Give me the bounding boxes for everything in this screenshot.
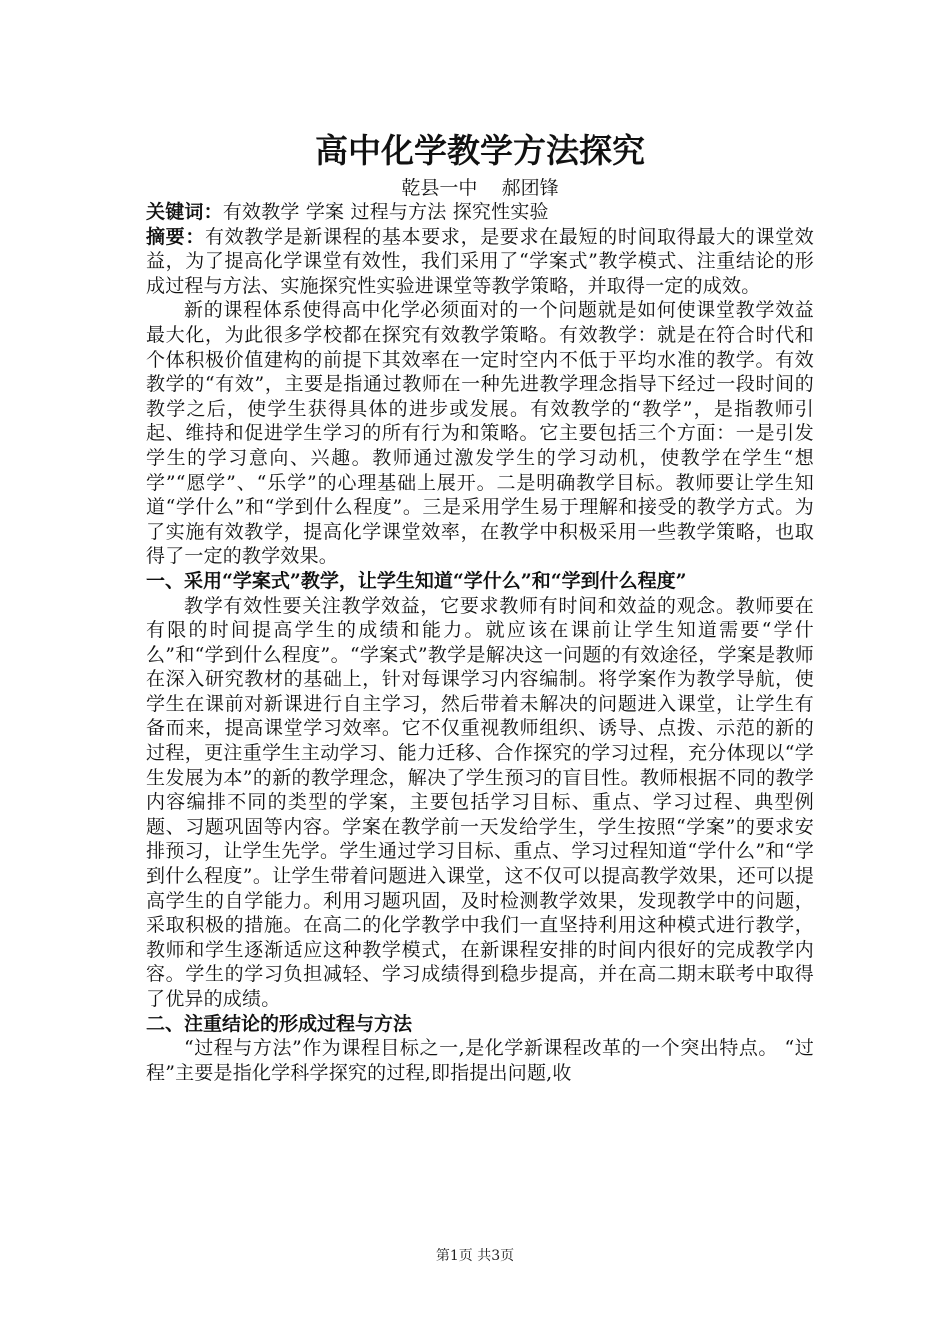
abstract-text: 有效教学是新课程的基本要求，是要求在最短的时间取得最大的课堂效益，为了提高化学课堂有效性，我们采用了“学案式”教学模式、注重结论的形成过程与方法、实施探究性实验进课堂等教学策略，并取得一定的成效。 — [146, 225, 814, 297]
section2-paragraph: “过程与方法”作为课程目标之一,是化学新课程改革的一个突出特点。 “过程”主要是指化学科学探究的过程,即指提出问题,收 — [146, 1037, 814, 1084]
intro-paragraph: 新的课程体系使得高中化学必须面对的一个问题就是如何使课堂教学效益最大化，为此很多学校都在探究有效教学策略。有效教学：就是在符合时代和个体积极价值建构的前提下其效率在一定时空内不低于平均水准的教学。有效教学的“有效”，主要是指通过教师在一种先进教学理念指导下经过一段时间的教学之后，使学生获得具体的进步或发展。有效教学的“教学”，是指教师引起、维持和促进学生学习的所有行为和策略。它主要包括三个方面：一是引发学生的学习意向、兴趣。教师通过激发学生的学习动机，使教学在学生“想学”“愿学”、“乐学”的心理基础上展开。二是明确教学目标。教师要让学生知道“学什么”和“学到什么程度”。三是采用学生易于理解和接受的教学方式。为了实施有效教学，提高化学课堂效率，在教学中积极采用一些教学策略，也取得了一定的教学效果。 — [146, 299, 814, 568]
section1-heading: 一、采用“学案式”教学，让学生知道“学什么”和“学到什么程度” — [146, 569, 687, 592]
keywords-label: 关键词： — [146, 201, 223, 223]
document-page — [146, 128, 814, 1085]
abstract-paragraph — [146, 225, 814, 299]
keywords-text: 有效教学 学案 过程与方法 探究性实验 — [222, 201, 549, 223]
section1-paragraph: 教学有效性要关注教学效益，它要求教师有时间和效益的观念。教师要在有限的时间提高学生的成绩和能力。就应该在课前让学生知道需要“学什么”和“学到什么程度”。“学案式”教学是解决这一问题的有效途径，学案是教师在深入研究教材的基础上，针对每课学习内容编制。将学案作为教学导航，使学生在课前对新课进行自主学习，然后带着未解决的问题进入课堂，让学生有备而来，提高课堂学习效率。它不仅重视教师组织、诱导、点拨、示范的新的过程，更注重学生主动学习、能力迁移、合作探究的学习过程，充分体现以“学生发展为本”的新的教学理念，解决了学生预习的盲目性。教师根据不同的教学内容编排不同的类型的学案，主要包括学习目标、重点、学习过程、典型例题、习题巩固等内容。学案在教学前一天发给学生，学生按照“学案”的要求安排预习，让学生先学。学生通过学习目标、重点、学习过程知道“学什么”和“学到什么程度”。让学生带着问题进入课堂，这不仅可以提高教学效果，还可以提高学生的自学能力。利用习题巩固，及时检测教学效果，发现教学中的问题，采取积极的措施。在高二的化学教学中我们一直坚持利用这种模式进行教学，教师和学生逐渐适应这种教学模式，在新课程安排的时间内很好的完成教学内容。学生的学习负担减轻、学习成绩得到稳步提高，并在高二期末联考中取得了优异的成绩。 — [146, 594, 814, 1010]
document-title: 高中化学教学方法探究 — [315, 131, 645, 170]
author-line: 乾县一中 郝团锋 — [401, 177, 559, 199]
keywords-line — [146, 200, 814, 225]
page-footer: 第1页 共3页 — [435, 1248, 515, 1264]
section2-heading: 二、注重结论的形成过程与方法 — [146, 1012, 413, 1035]
abstract-label: 摘要： — [146, 225, 205, 248]
